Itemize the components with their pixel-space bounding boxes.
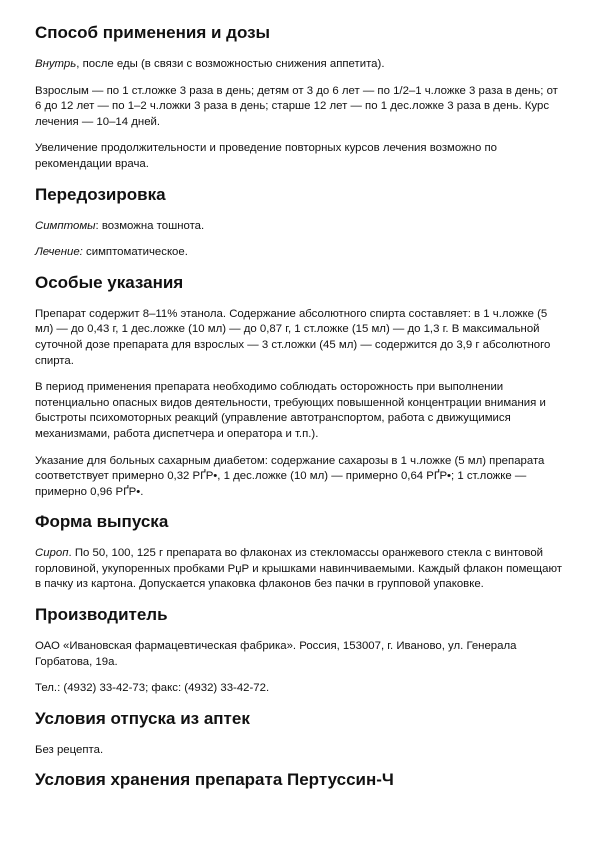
paragraph-text: Тел.: (4932) 33-42-73; факс: (4932) 33-42-72.: [35, 682, 270, 695]
paragraph: [35, 546, 565, 593]
paragraph-text: Взрослым — по 1 ст.ложке 3 раза в день; детям от 3 до 6 лет — по 1/2–1 ч.ложке 3 раза в день; от 6 до 12 лет — по 1–2 ч.ложки 3 раза в день; старше 12 лет — по 1 дес.ложке 3 раза в день. Курс лечения — 10–14 дней.: [35, 84, 558, 128]
paragraph: [35, 307, 565, 369]
italic-lead: Лечение:: [35, 246, 83, 259]
section-title: Особые указания: [35, 272, 184, 292]
section-title: Производитель: [35, 605, 168, 625]
paragraph-text: Без рецепта.: [35, 743, 104, 756]
section-title: Передозировка: [35, 184, 166, 204]
section-overdose: [35, 184, 565, 261]
paragraph-text: Увеличение продолжительности и проведение повторных курсов лечения возможно по рекомендации врача.: [35, 142, 498, 170]
paragraph: [35, 245, 565, 261]
section-title: Форма выпуска: [35, 512, 169, 532]
italic-lead: Внутрь: [35, 58, 77, 70]
paragraph: [35, 743, 565, 759]
paragraph-text: : возможна тошнота.: [95, 219, 205, 232]
section-dispensing: [35, 708, 565, 759]
paragraph-text: симптоматическое.: [82, 246, 188, 259]
paragraph: [35, 639, 565, 670]
paragraph-text: Указание для больных сахарным диабетом: содержание сахарозы в 1 ч.ложке (5 мл) препарата соответствует примерно 0,32 РҐР•, 1 дес.ложке (10 мл) — примерно 0,64 РҐР•; 1 ст.ложке — примерно 0,96 РҐР•.: [35, 454, 545, 498]
paragraph-text: ОАО «Ивановская фармацевтическая фабрика». Россия, 153007, г. Иваново, ул. Генерала Горбатова, 19а.: [35, 640, 517, 668]
paragraph-text: В период применения препарата необходимо соблюдать осторожность при выполнении потенциально опасных видов деятельности, требующих повышенной концентрации внимания и быстроты психомоторных реакций (управление автотранспортом, работа с движущимися механизмами, работа диспетчера и оператора и т.п.).: [35, 381, 546, 440]
italic-lead: Симптомы: [35, 219, 96, 232]
paragraph: [35, 84, 565, 131]
section-title: Условия хранения препарата Пертуссин-Ч: [35, 770, 394, 790]
paragraph: [35, 141, 565, 172]
paragraph: [35, 57, 565, 73]
paragraph: [35, 219, 565, 235]
section-manufacturer: [35, 604, 565, 697]
document-page: [35, 22, 565, 804]
section-dosage: [35, 22, 565, 173]
paragraph-text: . По 50, 100, 125 г препарата во флаконах из стекломассы оранжевого стекла с винтовой горловиной, укупоренных пробками РџР и крышками навинчиваемыми. Каждый флакон помещают в пачку из картона. Допускается упаковка флаконов без пачки в групповой упаковке.: [35, 547, 562, 591]
paragraph-text: , после еды (в связи с возможностью снижения аппетита).: [76, 58, 385, 70]
section-special-notes: [35, 272, 565, 501]
paragraph: [35, 454, 565, 501]
section-title: Способ применения и дозы: [35, 23, 271, 42]
paragraph: [35, 380, 565, 442]
section-storage: [35, 769, 565, 791]
section-release-form: [35, 511, 565, 593]
paragraph: [35, 681, 565, 697]
paragraph-text: Препарат содержит 8–11% этанола. Содержание абсолютного спирта составляет: в 1 ч.ложке (5 мл) — до 0,43 г, 1 дес.ложке (10 мл) — до 0,87 г, 1 ст.ложке (15 мл) — до 1,3 г. В максимальной суточной дозе препарата для взрослых — 3 ст.ложки (45 мл) — содержится до 3,9 г абсолютного спирта.: [35, 307, 551, 367]
section-title: Условия отпуска из аптек: [35, 708, 250, 728]
italic-lead: Сироп: [35, 547, 69, 560]
